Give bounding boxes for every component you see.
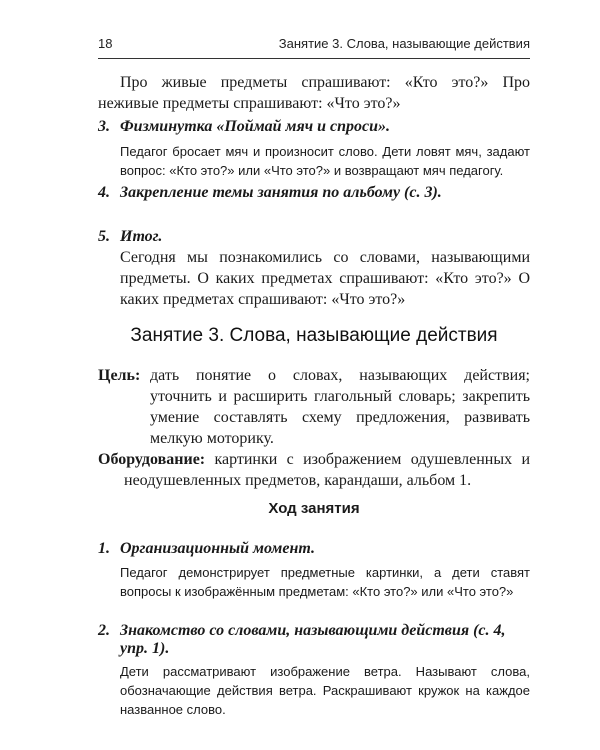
section-4-number: 4. (98, 184, 110, 201)
section-4-title: Закрепление темы занятия по альбому (с. 3). (120, 184, 442, 201)
section-3 (98, 118, 530, 180)
lesson-title: Занятие 3. Слова, называющие действия (130, 325, 498, 346)
step-1-number: 1. (98, 540, 110, 557)
course-heading: Ход занятия (268, 500, 360, 517)
section-3-title: Физминутка «Поймай мяч и спроси». (120, 118, 391, 135)
running-head (98, 36, 530, 51)
goal-block (98, 365, 530, 449)
step-2-heading (98, 622, 530, 658)
step-1-heading (98, 540, 530, 558)
header-rule (98, 58, 530, 59)
equipment-label: Оборудование: (98, 451, 206, 468)
page-number: 18 (98, 36, 113, 51)
goal-row (98, 365, 530, 449)
section-4-heading (98, 184, 530, 202)
section-5-text: Сегодня мы познакомились со словами, называющими предметы. О каких предметах спрашивают: «Кто это?» О каких предметах спрашивают: «Что это?» (120, 249, 530, 308)
goal-label: Цель: (98, 367, 141, 384)
step-2-number: 2. (98, 622, 110, 639)
equipment-row (98, 449, 530, 491)
goal-text: дать понятие о словах, называющих действия; уточнить и расширить глагольный словарь; закрепить умение составлять схему предложения, развивать мелкую моторику. (150, 367, 530, 447)
step-1 (98, 540, 530, 601)
step-1-text: Педагог демонстрирует предметные картинки, а дети ставят вопросы к изображённым предметам: «Кто это?» или «Что это?» (120, 565, 530, 599)
section-5-number: 5. (98, 228, 110, 245)
running-title: Занятие 3. Слова, называющие действия (278, 36, 530, 51)
step-2-text: Дети рассматривают изображение ветра. Называют слова, обозначающие действия ветра. Раскрашивают кружок на каждое названное слово. (120, 664, 530, 717)
step-2-title: Знакомство со словами, называющими действия (с. 4, упр. 1). (120, 622, 506, 657)
section-5-title: Итог. (120, 228, 163, 245)
section-4 (98, 184, 530, 202)
section-5-heading (98, 228, 530, 246)
intro-paragraph: Про живые предметы спрашивают: «Кто это?» Про неживые предметы спрашивают: «Что это?» (98, 74, 530, 112)
step-2 (98, 622, 530, 719)
section-3-heading (98, 118, 530, 136)
section-3-text: Педагог бросает мяч и произносит слово. Дети ловят мяч, задают вопрос: «Кто это?» или «Что это?» и возвращают мяч педагогу. (120, 144, 530, 178)
step-1-title: Организационный момент. (120, 540, 315, 557)
section-3-number: 3. (98, 118, 110, 135)
equipment-text: картинки с изображением одушевленных и неодушевленных предметов, карандаши, альбом 1. (124, 451, 531, 489)
equipment-block (98, 449, 530, 491)
section-5 (98, 228, 530, 310)
